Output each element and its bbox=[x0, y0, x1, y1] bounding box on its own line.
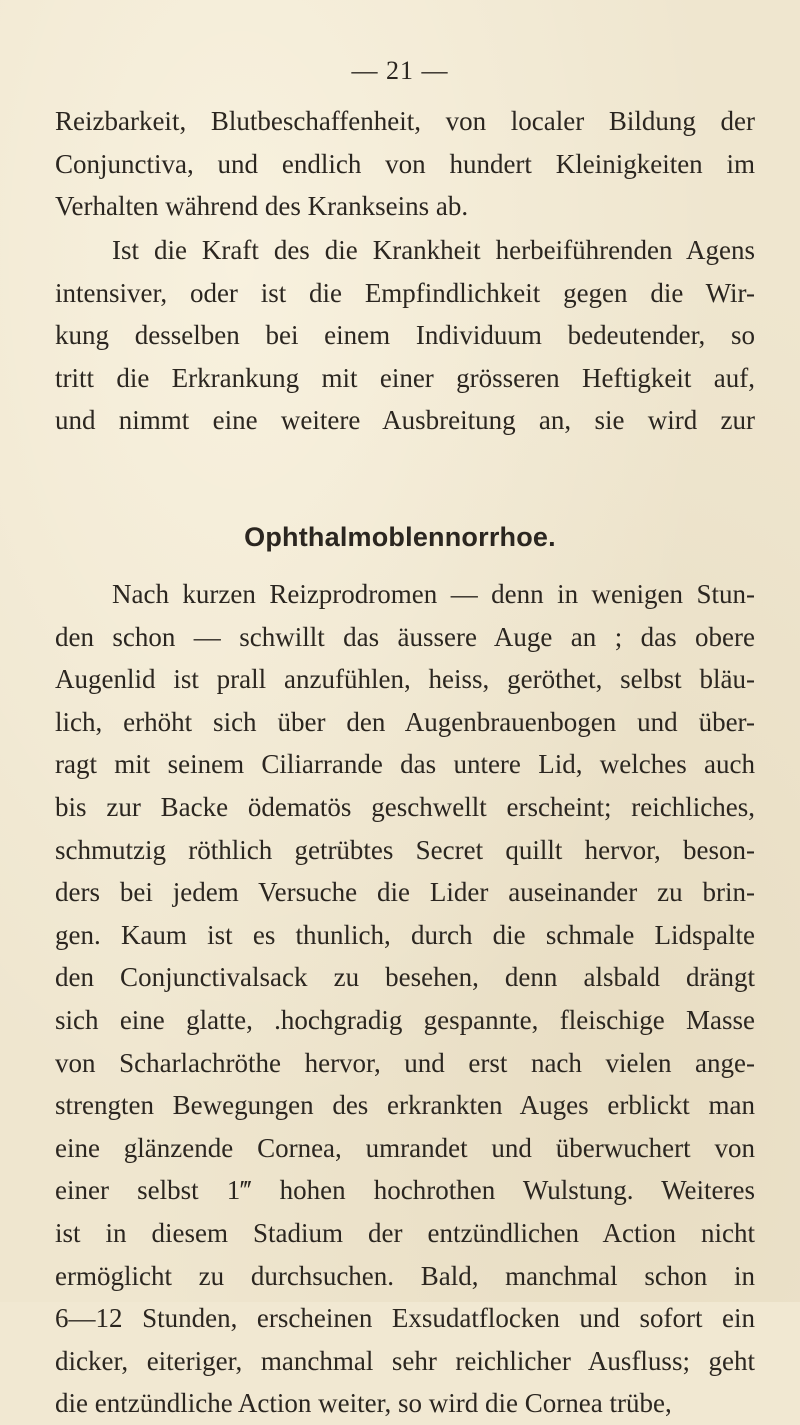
text-line: Augenlid ist prall anzufühlen, heiss, geröthet, selbst bläu- bbox=[55, 664, 755, 695]
text-line: ermöglicht zu durchsuchen. Bald, manchmal schon in bbox=[55, 1260, 755, 1291]
text-line: eine glänzende Cornea, umrandet und überwuchert von bbox=[55, 1132, 755, 1163]
text-line: Ist die Kraft des die Krankheit herbeiführenden Agens bbox=[112, 235, 755, 265]
text-line: 6—12 Stunden, erscheinen Exsudatflocken und sofort ein bbox=[55, 1303, 755, 1334]
text-line: ders bei jedem Versuche die Lider auseinander zu brin- bbox=[55, 877, 755, 908]
paragraph-agens bbox=[55, 229, 755, 442]
text-line: gen. Kaum ist es thunlich, durch die schmale Lidspalte bbox=[55, 919, 755, 950]
text-line: lich, erhöht sich über den Augenbrauenbogen und über- bbox=[55, 706, 755, 737]
text-line: ragt mit seinem Ciliarrande das untere Lid, welches auch bbox=[55, 749, 755, 780]
text-line: tritt die Erkrankung mit einer grösseren Heftigkeit auf, bbox=[55, 362, 755, 393]
text-line: und nimmt eine weitere Ausbreitung an, sie wird zur bbox=[55, 405, 755, 436]
text-line: bis zur Backe ödematös geschwellt erscheint; reichliches, bbox=[55, 791, 755, 822]
text-line: von Scharlachröthe hervor, und erst nach vielen ange- bbox=[55, 1047, 755, 1078]
text-line: Reizbarkeit, Blutbeschaffenheit, von localer Bildung der bbox=[55, 106, 755, 136]
text-line: einer selbst 1‴ hohen hochrothen Wulstung. Weiteres bbox=[55, 1175, 755, 1206]
text-line: dicker, eiteriger, manchmal sehr reichlicher Ausfluss; geht bbox=[55, 1345, 755, 1376]
text-line: strengten Bewegungen des erkrankten Auges erblickt man bbox=[55, 1090, 755, 1121]
text-line: intensiver, oder ist die Empfindlichkeit gegen die Wir- bbox=[55, 277, 755, 308]
section-heading: Ophthalmoblennorrhoe. bbox=[244, 522, 556, 552]
page-number: — 21 — bbox=[351, 56, 449, 85]
text-line: Verhalten während des Krankseins ab. bbox=[55, 191, 469, 222]
text-line: kung desselben bei einem Individuum bedeutender, so bbox=[55, 320, 755, 351]
text-line: Conjunctiva, und endlich von hundert Kleinigkeiten im bbox=[55, 148, 755, 179]
text-line: Nach kurzen Reizprodromen — denn in wenigen Stun- bbox=[112, 579, 755, 609]
paragraph-ophthalmoblennorrhoe bbox=[55, 573, 755, 1425]
paragraph-continuation bbox=[55, 100, 755, 228]
text-line: sich eine glatte, .hochgradig gespannte, fleischige Masse bbox=[55, 1004, 755, 1035]
text-line: die entzündliche Action weiter, so wird die Cornea trübe, bbox=[55, 1388, 672, 1419]
text-line: den schon — schwillt das äussere Auge an ; das obere bbox=[55, 621, 755, 652]
text-line: schmutzig röthlich getrübtes Secret quillt hervor, beson- bbox=[55, 834, 755, 865]
text-line: den Conjunctivalsack zu besehen, denn alsbald drängt bbox=[55, 962, 755, 993]
text-line: ist in diesem Stadium der entzündlichen Action nicht bbox=[55, 1217, 755, 1248]
